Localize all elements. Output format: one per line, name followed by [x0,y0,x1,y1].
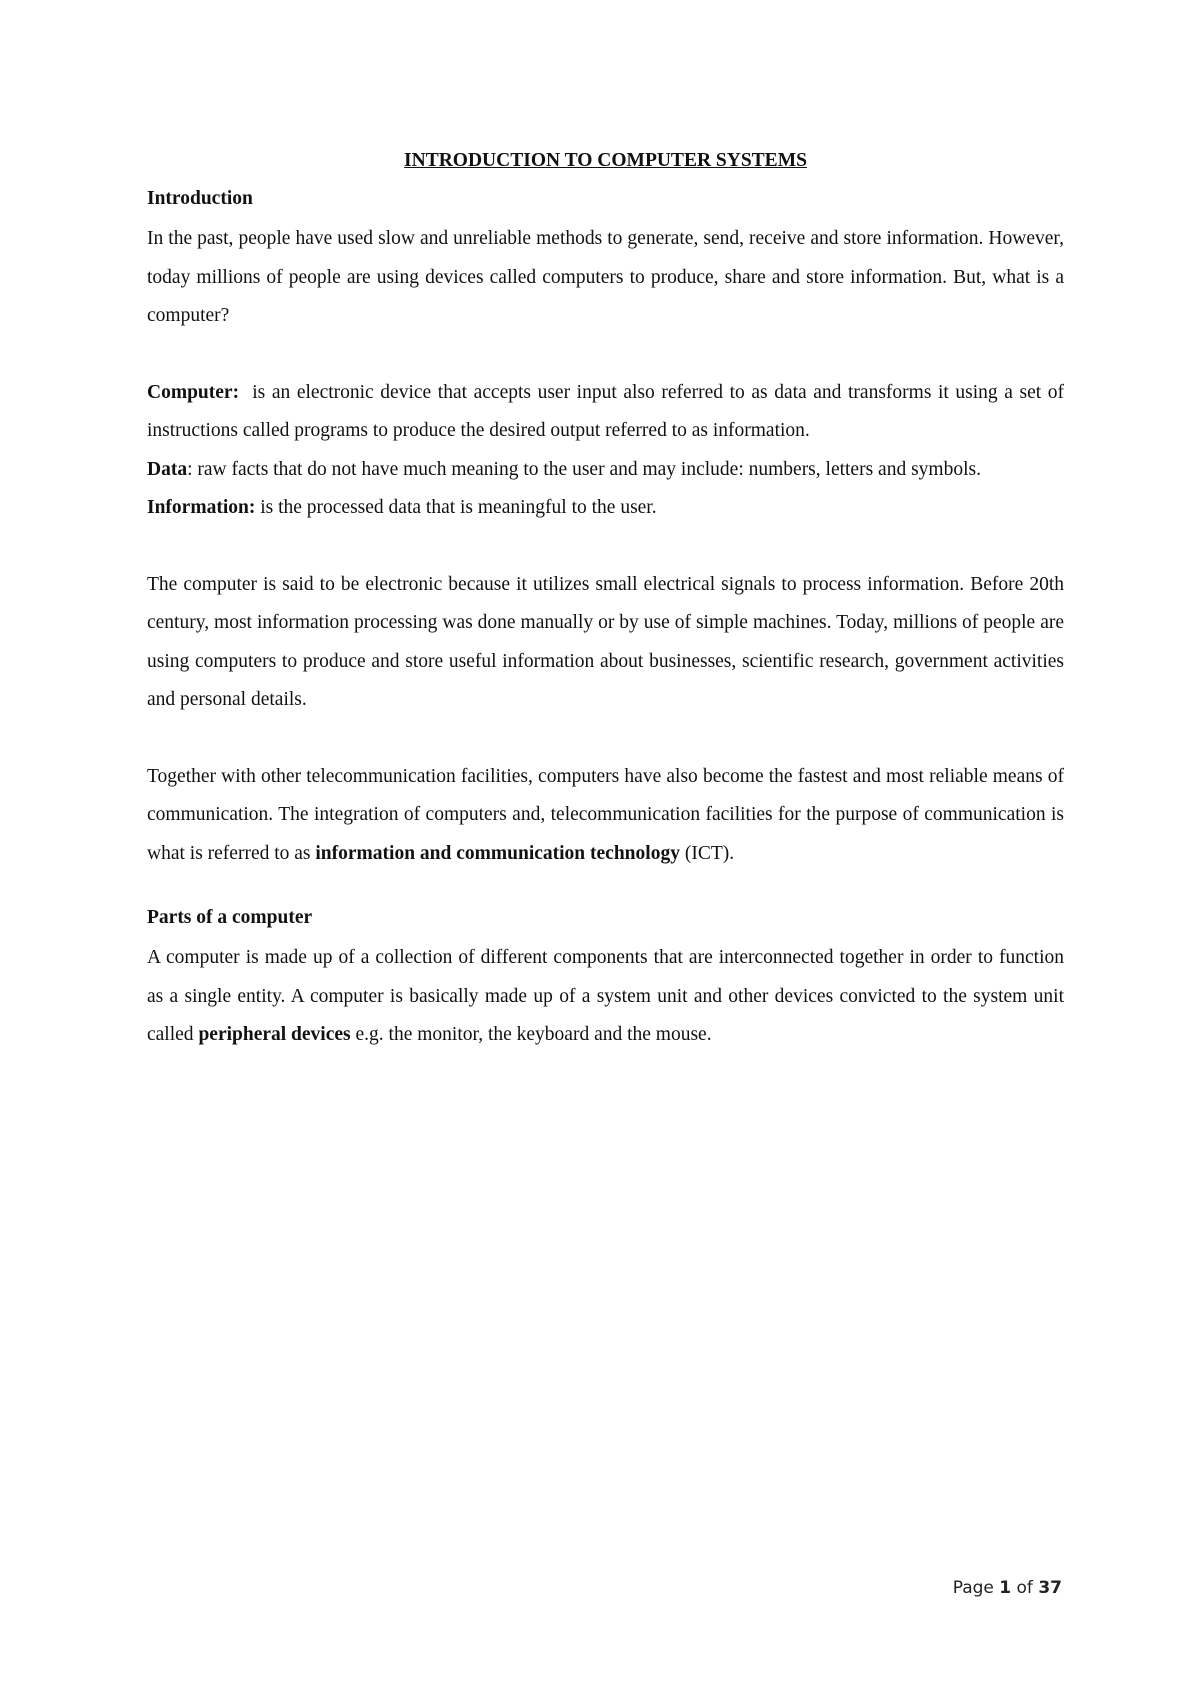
parts-paragraph [147,939,1064,1055]
page-footer [953,1578,1062,1598]
document-body [147,146,1069,1055]
parts-text-after: e.g. the monitor, the keyboard and the mouse. [350,1024,712,1045]
electronic-paragraph: The computer is said to be electronic because it utilizes small electrical signals to process information. Before 20th century, most information processing was done manually or by use of simple machines. Today, millions of people are using computers to produce and store useful information about businesses, scientific research, government activities and personal details. [147,573,1064,710]
paragraph-spacer [147,336,1064,374]
paragraph-spacer [147,528,1064,566]
page-total: 37 [1038,1578,1062,1598]
section-heading-parts: Parts of a computer [147,907,313,928]
document-title: INTRODUCTION TO COMPUTER SYSTEMS [404,150,807,171]
page-number: 1 [999,1578,1012,1598]
paragraph-spacer [147,720,1064,758]
ict-bold-term: information and communication technology [315,842,680,864]
information-definition [147,489,1064,528]
computer-definition [147,374,1069,451]
parts-bold-term: peripheral devices [198,1024,351,1045]
of-label: of [1011,1578,1039,1598]
ict-text-before: Together with other telecommunication facilities, computers have also become the fastest and most reliable means of communication. The integration of computers and, telecommunication facilities for the purpose of communication is what is referred to as [147,765,1064,864]
information-term: Information: [147,497,256,518]
computer-definition-text: is an electronic device that accepts user input also referred to as data and transforms it using a set of instructions called programs to produce the desired output referred to as information. [147,381,1069,441]
data-definition-text: : raw facts that do not have much meaning to the user and may include: numbers, letters and symbols. [187,458,981,480]
intro-paragraph: In the past, people have used slow and unreliable methods to generate, send, receive and store information. However, today millions of people are using devices called computers to produce, share and store information. But, what is a computer? [147,228,1064,326]
data-definition [147,451,1064,490]
information-definition-text: is the processed data that is meaningful to the user. [255,497,657,518]
page-label: Page [952,1578,1000,1598]
ict-text-after: (ICT). [679,842,735,864]
ict-paragraph [147,758,1064,874]
section-heading-introduction: Introduction [147,188,253,209]
paragraph-spacer [147,873,1064,903]
data-term: Data [147,458,188,480]
parts-text-before: A computer is made up of a collection of different components that are interconnected together in order to function as a single entity. A computer is basically made up of a system unit and other devices convicted to the system unit called [147,947,1064,1045]
computer-term: Computer: [147,381,240,403]
